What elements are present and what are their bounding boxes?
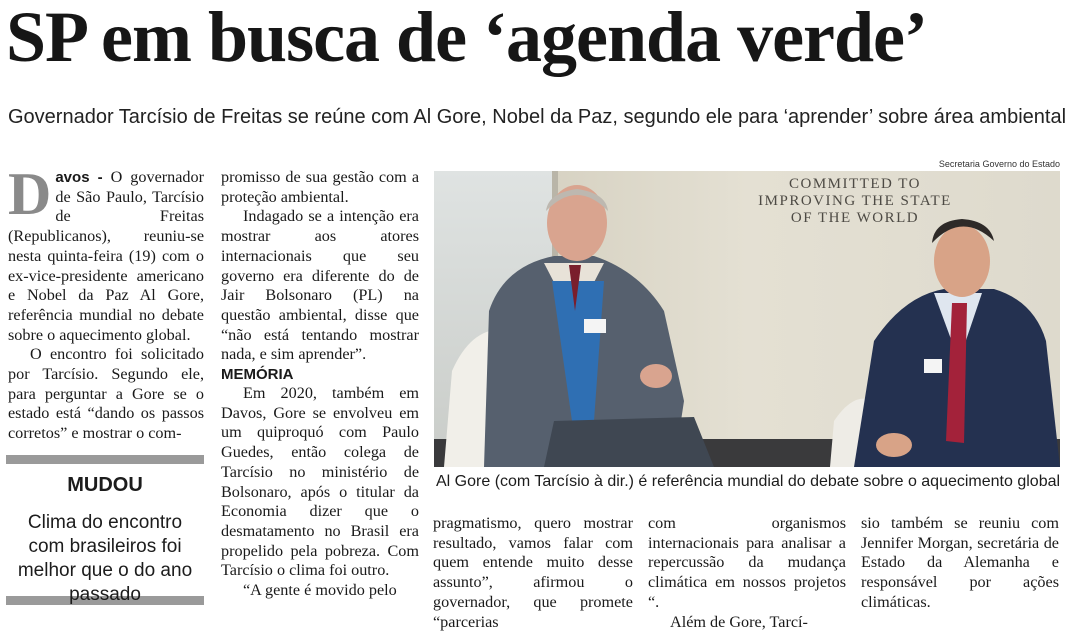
sidebar-box <box>6 455 204 605</box>
photo-credit: Secretaria Governo do Estado <box>938 159 1060 169</box>
paragraph-text: O governador de São Paulo, Tarcísio de Freitas (Republicanos), reuniu-se nesta quinta-feira (19) com o ex-vice-presidente americano e Nobel da Paz Al Gore, referência mundial no debate sobre o aquecimento global. <box>8 168 205 344</box>
wall-text-line: IMPROVING THE STATE <box>758 193 952 209</box>
subheadline: Governador Tarcísio de Freitas se reúne com Al Gore, Nobel da Paz, segundo ele para ‘aprender’ sobre área ambiental <box>8 106 1066 128</box>
article-paragraph: Além de Gore, Tarcí- <box>670 612 808 631</box>
sidebar-box-text: Clima do encontro com brasileiros foi melhor que o do ano passado <box>17 512 193 605</box>
sidebar-box-title: MUDOU <box>67 474 143 496</box>
article-paragraph: “A gente é movido pelo <box>243 581 397 600</box>
article-paragraph: sio também se reuniu com Jennifer Morgan, secretária de Estado da Alemanha e responsável por ações climáticas. <box>861 514 1059 611</box>
article-paragraph: Indagado se a intenção era mostrar aos atores internacionais que seu governo era diferente do de Jair Bolsonaro (PL) na questão ambiental, disse que “não está tentando mostrar nada, e sim aprender”. <box>221 207 419 364</box>
dropcap: D <box>8 161 52 227</box>
article-paragraph: Em 2020, também em Davos, Gore se envolveu em um quiproquó com Paulo Guedes, então colega de Tarcísio no ministério de Bolsonaro, após o titular da Economia dizer que o desmatamento no Brasil era propelido pela pobreza. Com Tarcísio o clima foi outro. <box>221 384 419 580</box>
article-paragraph <box>8 161 205 345</box>
article-paragraph: pragmatismo, quero mostrar resultado, vamos falar com quem entende muito desse assunto”, afirmou o governador, que promete “parcerias <box>433 514 633 631</box>
article-column-4 <box>648 514 846 631</box>
article-column-2 <box>221 168 419 615</box>
wall-text-line: OF THE WORLD <box>790 210 920 226</box>
article-column-1 <box>8 161 205 443</box>
section-heading: MEMÓRIA <box>221 366 294 384</box>
article-column-5 <box>861 514 1059 615</box>
article-paragraph: com organismos internacionais para analisar a repercussão da mudança climática em nossos projetos “. <box>648 514 846 611</box>
article-paragraph: promisso de sua gestão com a proteção ambiental. <box>221 168 419 206</box>
article-column-3 <box>433 514 633 631</box>
photo-caption: Al Gore (com Tarcísio à dir.) é referência mundial do debate sobre o aquecimento global <box>436 473 1061 490</box>
headline: SP em busca de ‘agenda verde’ <box>6 0 927 77</box>
wall-text-line: COMMITTED TO <box>788 176 922 192</box>
photo-wall-text <box>745 176 965 227</box>
article-paragraph: O encontro foi solicitado por Tarcísio. Segundo ele, para perguntar a Gore se o estado está “dando os passos corretos” e mostrar o com- <box>8 345 204 443</box>
dateline: avos - <box>55 169 103 186</box>
